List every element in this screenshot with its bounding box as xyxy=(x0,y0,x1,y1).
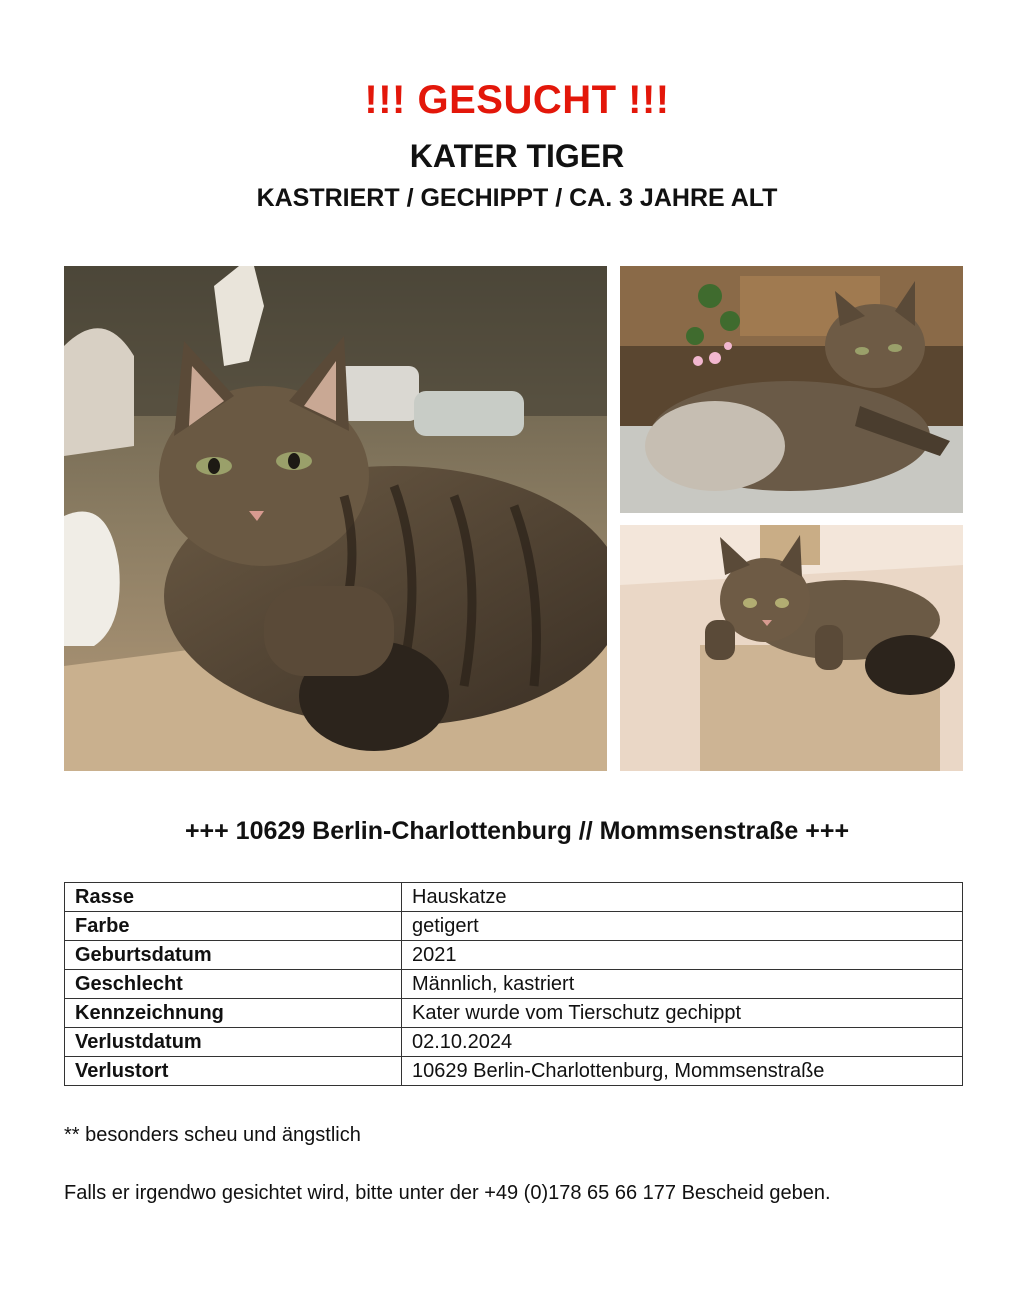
detail-value: Männlich, kastriert xyxy=(402,970,963,999)
detail-value: 2021 xyxy=(402,941,963,970)
behavior-note: ** besonders scheu und ängstlich xyxy=(64,1124,361,1146)
detail-value: Hauskatze xyxy=(402,883,963,912)
detail-value: 10629 Berlin-Charlottenburg, Mommsenstraße xyxy=(402,1057,963,1086)
table-row xyxy=(65,912,963,941)
detail-value: getigert xyxy=(402,912,963,941)
cat-photo-top-right xyxy=(620,266,963,513)
cat-name-heading: KATER TIGER xyxy=(409,138,625,174)
table-row xyxy=(65,999,963,1028)
table-row xyxy=(65,883,963,912)
contact-line: Falls er irgendwo gesichtet wird, bitte unter der +49 (0)178 65 66 177 Bescheid geben. xyxy=(64,1182,831,1204)
detail-label: Verlustdatum xyxy=(65,1028,402,1057)
detail-value: Kater wurde vom Tierschutz gechippt xyxy=(402,999,963,1028)
cat-photo-bottom-right xyxy=(620,525,963,771)
detail-label: Kennzeichnung xyxy=(65,999,402,1028)
table-row xyxy=(65,1028,963,1057)
detail-label: Farbe xyxy=(65,912,402,941)
cat-details-table xyxy=(64,882,963,1086)
detail-label: Rasse xyxy=(65,883,402,912)
cat-subtitle: KASTRIERT / GECHIPPT / CA. 3 JAHRE ALT xyxy=(256,184,778,212)
cat-on-cushion-illustration xyxy=(620,266,963,513)
detail-label: Geburtsdatum xyxy=(65,941,402,970)
location-line: +++ 10629 Berlin-Charlottenburg // Mommsenstraße +++ xyxy=(184,817,850,845)
alert-heading: !!! GESUCHT !!! xyxy=(364,78,670,122)
table-row xyxy=(65,1057,963,1086)
detail-value: 02.10.2024 xyxy=(402,1028,963,1057)
detail-label: Geschlecht xyxy=(65,970,402,999)
detail-label: Verlustort xyxy=(65,1057,402,1086)
cat-on-scratching-post-illustration xyxy=(620,525,963,771)
table-row xyxy=(65,970,963,999)
cat-lying-on-ledge-illustration xyxy=(64,266,607,771)
cat-photo-main xyxy=(64,266,607,771)
table-row xyxy=(65,941,963,970)
